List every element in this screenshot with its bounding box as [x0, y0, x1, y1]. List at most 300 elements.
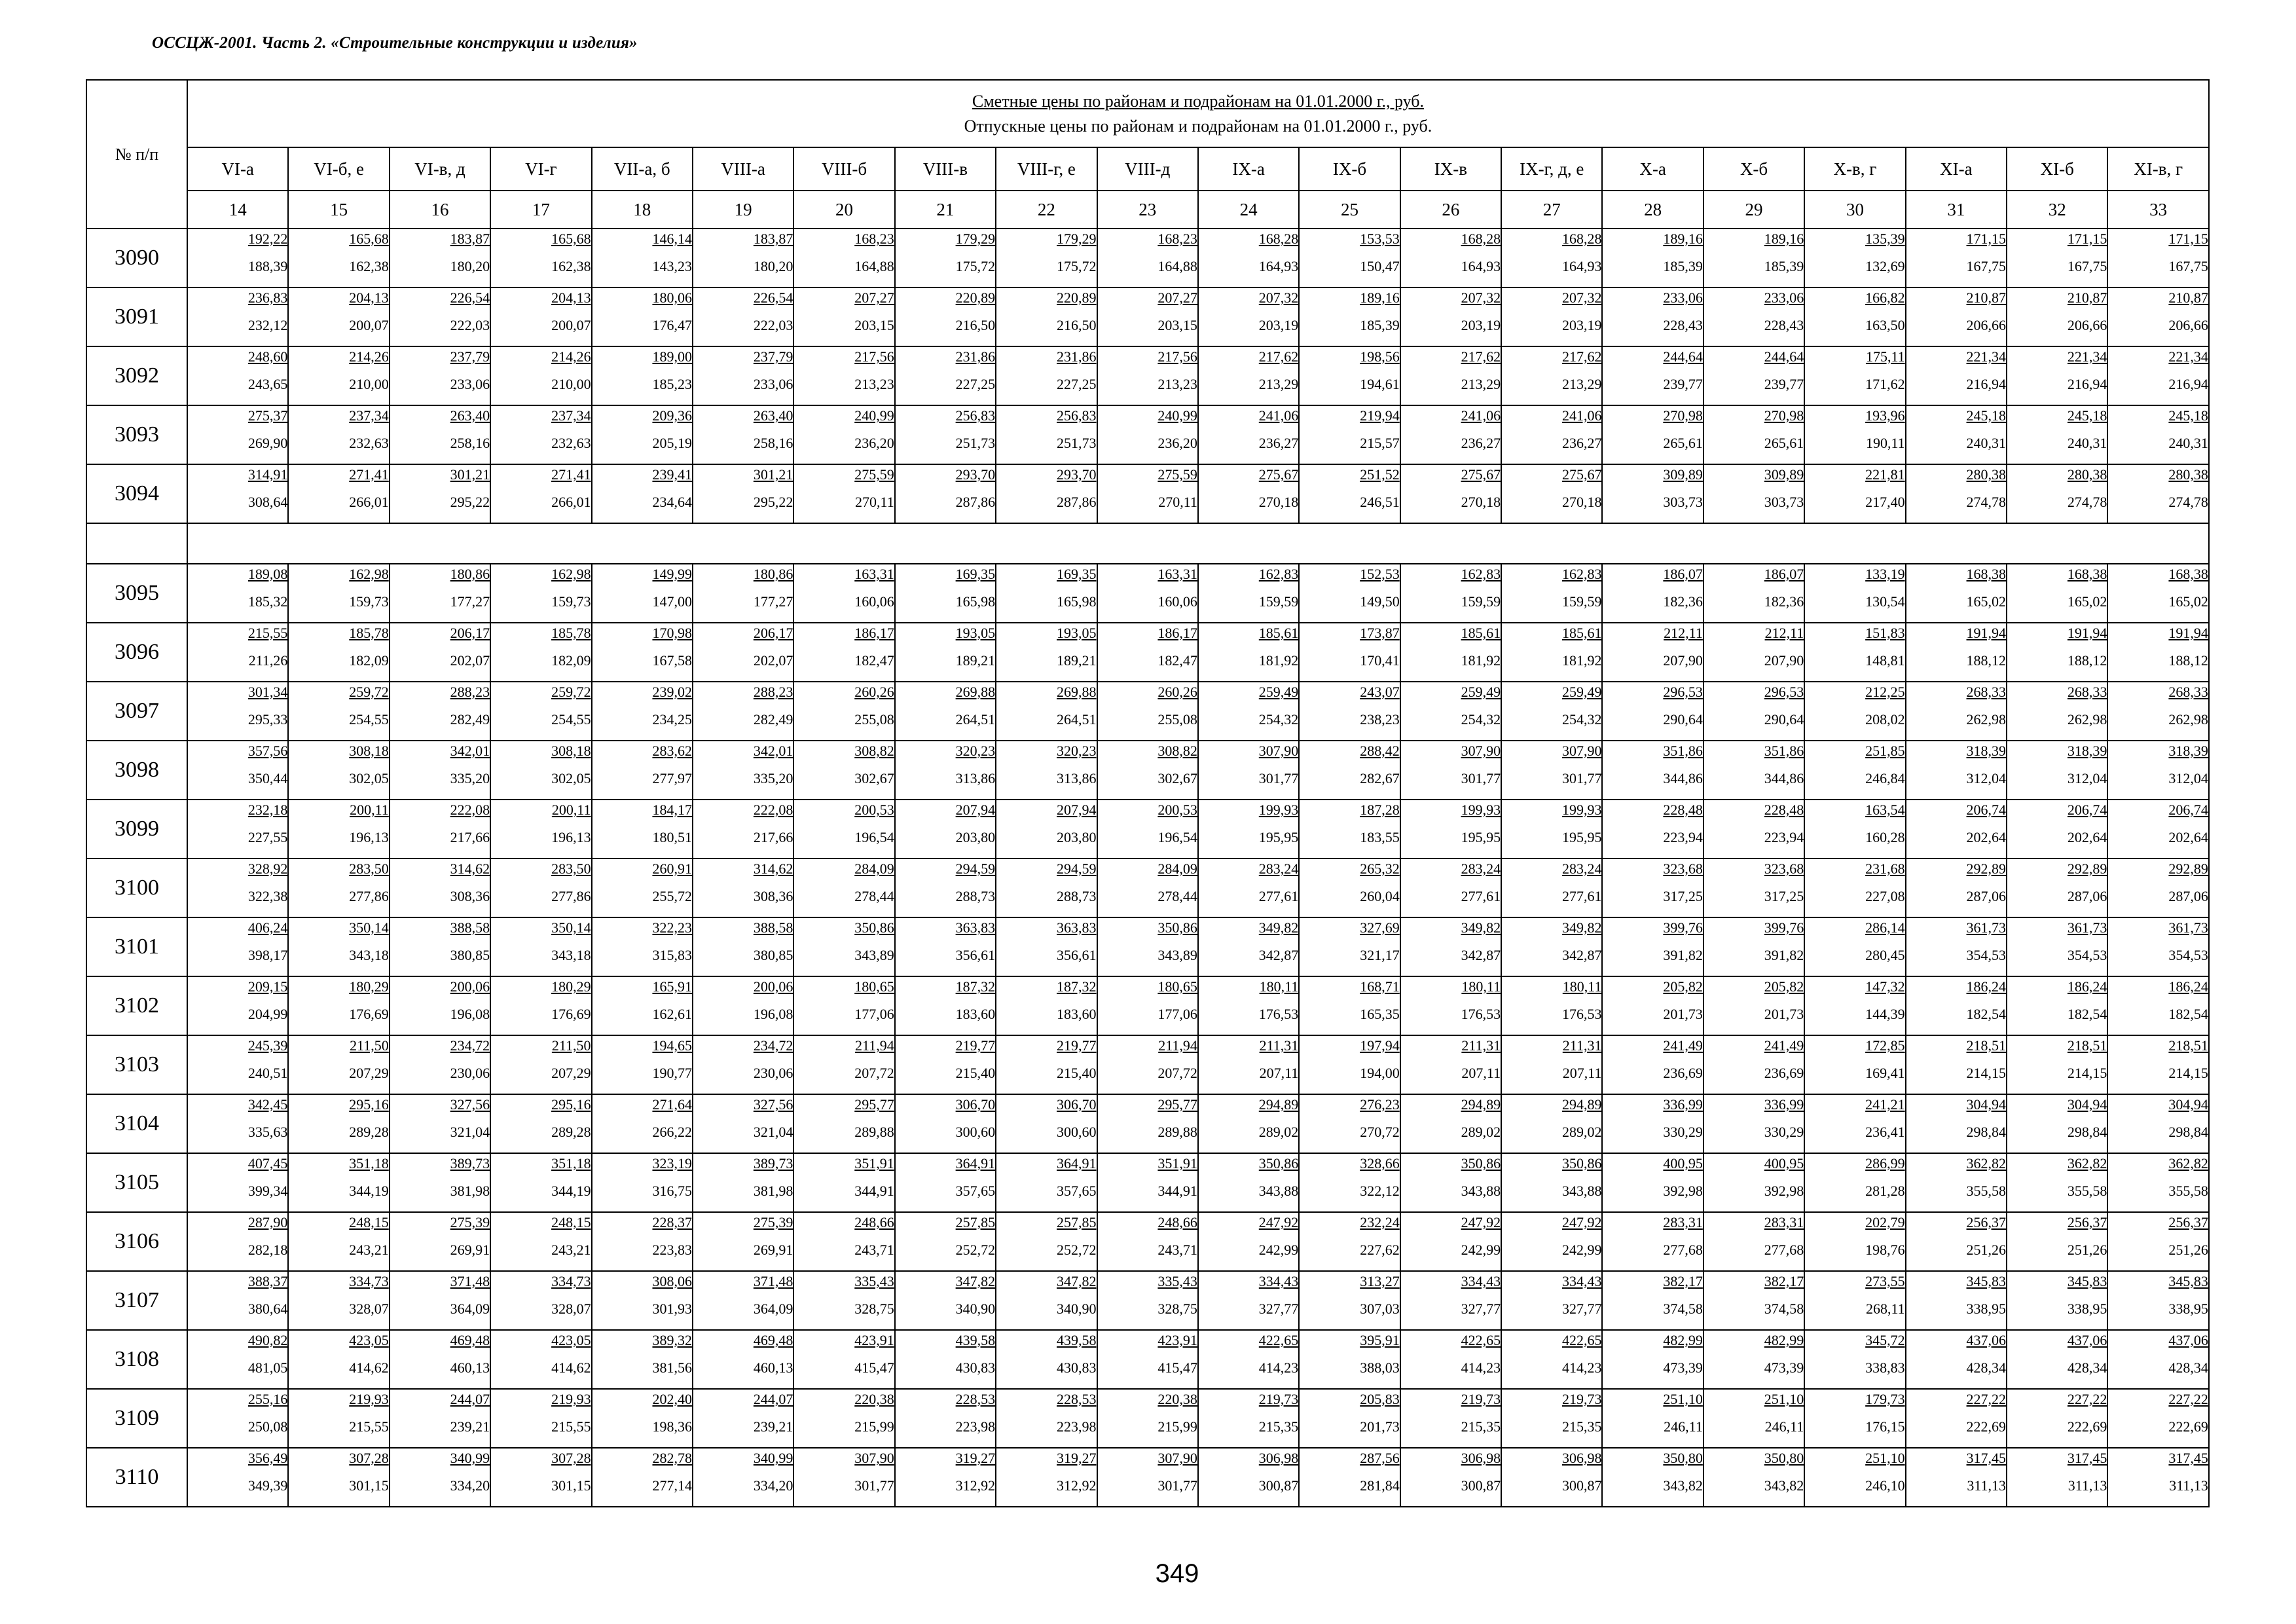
price-cell — [1198, 1330, 1299, 1389]
estimated-price: 168,28 — [1461, 231, 1501, 247]
estimated-price: 283,24 — [1461, 860, 1501, 877]
estimated-price: 406,24 — [247, 919, 288, 936]
estimated-price: 180,29 — [551, 978, 591, 995]
estimated-price: 220,38 — [1157, 1391, 1197, 1407]
price-cell — [187, 1153, 288, 1212]
release-price: 430,83 — [955, 1359, 996, 1376]
estimated-price: 218,51 — [2168, 1037, 2208, 1054]
table-row — [86, 405, 2209, 464]
price-cell — [390, 1035, 490, 1094]
region-header: VI-б, е — [288, 147, 389, 191]
estimated-price: 248,60 — [247, 348, 288, 365]
release-price: 312,92 — [1057, 1477, 1097, 1494]
estimated-price: 183,87 — [450, 231, 490, 247]
release-price: 313,86 — [1057, 770, 1097, 786]
release-price: 344,19 — [551, 1183, 591, 1199]
release-price: 322,12 — [1360, 1183, 1400, 1199]
price-cell — [1501, 1153, 1602, 1212]
price-cell — [895, 976, 996, 1035]
row-number: 3110 — [86, 1448, 187, 1507]
price-cell — [1198, 741, 1299, 800]
estimated-price: 351,18 — [551, 1155, 591, 1172]
estimated-price: 217,62 — [1561, 348, 1602, 365]
caption-estimated-prices: Сметные цены по районам и подрайонам на 01.01.2000 г., руб. — [972, 91, 1425, 111]
estimated-price: 306,70 — [955, 1096, 996, 1113]
price-cell — [1299, 405, 1400, 464]
price-cell — [1602, 1330, 1703, 1389]
region-header: VIII-д — [1097, 147, 1198, 191]
estimated-price: 217,56 — [1157, 348, 1197, 365]
release-price: 190,11 — [1865, 435, 1905, 451]
estimated-price: 288,23 — [753, 684, 793, 700]
release-price: 290,64 — [1764, 711, 1804, 728]
release-price: 262,98 — [2168, 711, 2208, 728]
estimated-price: 241,06 — [1258, 407, 1299, 424]
column-number: 28 — [1602, 191, 1703, 229]
price-cell — [490, 1330, 591, 1389]
price-cell — [1299, 1094, 1400, 1153]
release-price: 236,27 — [1561, 435, 1602, 451]
price-cell — [2107, 1035, 2209, 1094]
price-cell — [1097, 464, 1198, 523]
price-cell — [1804, 1153, 1905, 1212]
region-header: XI-а — [1906, 147, 2007, 191]
estimated-price: 231,68 — [1865, 860, 1905, 877]
table-row — [86, 917, 2209, 976]
estimated-price: 231,86 — [955, 348, 996, 365]
release-price: 288,73 — [955, 888, 996, 904]
release-price: 308,64 — [247, 494, 288, 510]
estimated-price: 293,70 — [1057, 466, 1097, 483]
estimated-price: 371,48 — [450, 1273, 490, 1289]
row-number: 3096 — [86, 623, 187, 682]
price-cell — [187, 1212, 288, 1271]
estimated-price: 200,11 — [551, 802, 591, 818]
release-price: 130,54 — [1865, 593, 1905, 610]
price-cell — [1097, 623, 1198, 682]
estimated-price: 168,23 — [854, 231, 894, 247]
release-price: 364,09 — [753, 1301, 793, 1317]
estimated-price: 271,41 — [349, 466, 389, 483]
estimated-price: 308,82 — [854, 743, 894, 759]
price-cell — [895, 346, 996, 405]
release-price: 301,77 — [854, 1477, 894, 1494]
release-price: 240,51 — [247, 1065, 288, 1081]
price-cell — [490, 1448, 591, 1507]
release-price: 270,72 — [1360, 1124, 1400, 1140]
release-price: 196,08 — [753, 1006, 793, 1022]
estimated-price: 163,31 — [854, 566, 894, 582]
estimated-price: 340,99 — [450, 1450, 490, 1466]
release-price: 194,61 — [1360, 376, 1400, 392]
table-row — [86, 1448, 2209, 1507]
price-cell — [996, 229, 1097, 287]
release-price: 236,27 — [1258, 435, 1299, 451]
estimated-price: 257,85 — [955, 1214, 996, 1230]
price-cell — [1804, 858, 1905, 917]
release-price: 289,02 — [1561, 1124, 1602, 1140]
release-price: 380,64 — [247, 1301, 288, 1317]
price-cell — [895, 1153, 996, 1212]
release-price: 211,26 — [248, 652, 288, 669]
column-number: 24 — [1198, 191, 1299, 229]
estimated-price: 168,23 — [1157, 231, 1197, 247]
release-price: 316,75 — [652, 1183, 692, 1199]
estimated-price: 301,21 — [753, 466, 793, 483]
price-cell — [1906, 858, 2007, 917]
release-price: 162,38 — [349, 258, 389, 274]
price-cell — [1704, 917, 1804, 976]
estimated-price: 207,94 — [1057, 802, 1097, 818]
price-cell — [288, 464, 389, 523]
release-price: 181,92 — [1258, 652, 1299, 669]
estimated-price: 270,98 — [1663, 407, 1703, 424]
price-cell — [288, 1271, 389, 1330]
release-price: 242,99 — [1561, 1242, 1602, 1258]
release-price: 176,53 — [1561, 1006, 1602, 1022]
estimated-price: 283,50 — [349, 860, 389, 877]
price-cell — [1400, 229, 1501, 287]
release-price: 255,72 — [652, 888, 692, 904]
table-row — [86, 682, 2209, 741]
release-price: 214,15 — [2168, 1065, 2208, 1081]
price-cell — [1602, 1094, 1703, 1153]
release-price: 334,20 — [753, 1477, 793, 1494]
estimated-price: 422,65 — [1258, 1332, 1299, 1348]
estimated-price: 240,99 — [854, 407, 894, 424]
price-cell — [793, 1035, 894, 1094]
release-price: 240,31 — [2168, 435, 2208, 451]
release-price: 258,16 — [753, 435, 793, 451]
price-cell — [2007, 564, 2107, 623]
release-price: 194,00 — [1360, 1065, 1400, 1081]
release-price: 180,51 — [652, 829, 692, 845]
price-cell — [490, 1212, 591, 1271]
price-cell — [2007, 1448, 2107, 1507]
release-price: 205,19 — [652, 435, 692, 451]
release-price: 280,45 — [1865, 947, 1905, 963]
release-price: 176,15 — [1865, 1418, 1905, 1435]
column-number: 21 — [895, 191, 996, 229]
price-cell — [1400, 464, 1501, 523]
release-price: 222,69 — [2067, 1418, 2107, 1435]
estimated-price: 217,56 — [854, 348, 894, 365]
estimated-price: 211,50 — [350, 1037, 389, 1054]
price-cell — [895, 623, 996, 682]
price-cell — [187, 682, 288, 741]
column-number: 20 — [793, 191, 894, 229]
estimated-price: 351,91 — [1157, 1155, 1197, 1172]
estimated-price: 248,15 — [349, 1214, 389, 1230]
release-price: 381,56 — [652, 1359, 692, 1376]
estimated-price: 306,70 — [1057, 1096, 1097, 1113]
release-price: 330,29 — [1764, 1124, 1804, 1140]
release-price: 264,51 — [1057, 711, 1097, 728]
estimated-price: 350,86 — [1258, 1155, 1299, 1172]
price-cell — [1400, 1271, 1501, 1330]
release-price: 391,82 — [1663, 947, 1703, 963]
price-cell — [390, 405, 490, 464]
price-cell — [490, 287, 591, 346]
price-cell — [288, 682, 389, 741]
price-cell — [693, 917, 793, 976]
release-price: 428,34 — [2067, 1359, 2107, 1376]
price-cell — [288, 976, 389, 1035]
release-price: 277,61 — [1258, 888, 1299, 904]
release-price: 185,39 — [1764, 258, 1804, 274]
estimated-price: 244,64 — [1663, 348, 1703, 365]
release-price: 398,17 — [247, 947, 288, 963]
release-price: 270,18 — [1258, 494, 1299, 510]
estimated-price: 251,10 — [1764, 1391, 1804, 1407]
estimated-price: 247,92 — [1561, 1214, 1602, 1230]
price-cell — [592, 229, 693, 287]
estimated-price: 180,06 — [652, 289, 692, 306]
release-price: 342,87 — [1561, 947, 1602, 963]
release-price: 207,90 — [1663, 652, 1703, 669]
estimated-price: 349,82 — [1258, 919, 1299, 936]
release-price: 198,36 — [652, 1418, 692, 1435]
table-body — [86, 229, 2209, 1507]
price-cell — [1198, 405, 1299, 464]
estimated-price: 180,11 — [1562, 978, 1602, 995]
estimated-price: 207,27 — [854, 289, 894, 306]
estimated-price: 395,91 — [1360, 1332, 1400, 1348]
estimated-price: 256,37 — [2168, 1214, 2208, 1230]
release-price: 308,36 — [450, 888, 490, 904]
estimated-price: 334,43 — [1561, 1273, 1602, 1289]
estimated-price: 219,94 — [1360, 407, 1400, 424]
estimated-price: 191,94 — [2067, 625, 2107, 641]
release-price: 414,62 — [349, 1359, 389, 1376]
region-header: X-а — [1602, 147, 1703, 191]
estimated-price: 239,02 — [652, 684, 692, 700]
price-cell — [1097, 1271, 1198, 1330]
price-cell — [2007, 464, 2107, 523]
price-cell — [1097, 1448, 1198, 1507]
release-price: 162,38 — [551, 258, 591, 274]
estimated-price: 199,93 — [1258, 802, 1299, 818]
price-cell — [1400, 623, 1501, 682]
price-cell — [1097, 800, 1198, 858]
price-cell — [1097, 564, 1198, 623]
price-cell — [390, 1389, 490, 1448]
estimated-price: 490,82 — [247, 1332, 288, 1348]
price-cell — [996, 1035, 1097, 1094]
release-price: 338,95 — [2168, 1301, 2208, 1317]
estimated-price: 219,73 — [1461, 1391, 1501, 1407]
release-price: 207,11 — [1562, 1065, 1602, 1081]
estimated-price: 469,48 — [753, 1332, 793, 1348]
estimated-price: 187,32 — [1057, 978, 1097, 995]
estimated-price: 170,98 — [652, 625, 692, 641]
price-cell — [1602, 623, 1703, 682]
price-cell — [1704, 800, 1804, 858]
price-cell — [288, 346, 389, 405]
estimated-price: 179,29 — [955, 231, 996, 247]
price-cell — [1400, 1153, 1501, 1212]
column-number: 15 — [288, 191, 389, 229]
price-cell — [1704, 1153, 1804, 1212]
estimated-price: 133,19 — [1865, 566, 1905, 582]
release-price: 300,87 — [1461, 1477, 1501, 1494]
price-cell — [2107, 346, 2209, 405]
price-cell — [2107, 682, 2209, 741]
release-price: 132,69 — [1865, 258, 1905, 274]
release-price: 223,98 — [955, 1418, 996, 1435]
price-cell — [390, 917, 490, 976]
estimated-price: 205,82 — [1764, 978, 1804, 995]
price-cell — [1906, 623, 2007, 682]
release-price: 302,05 — [349, 770, 389, 786]
estimated-price: 192,22 — [247, 231, 288, 247]
price-cell — [793, 464, 894, 523]
price-cell — [187, 858, 288, 917]
price-cell — [390, 229, 490, 287]
release-price: 183,55 — [1360, 829, 1400, 845]
column-number: 29 — [1704, 191, 1804, 229]
estimated-price: 294,59 — [955, 860, 996, 877]
table-row — [86, 1153, 2209, 1212]
release-price: 298,84 — [2067, 1124, 2107, 1140]
price-cell — [490, 800, 591, 858]
price-cell — [1097, 1330, 1198, 1389]
price-cell — [1804, 1271, 1905, 1330]
release-price: 204,99 — [247, 1006, 288, 1022]
price-cell — [1704, 405, 1804, 464]
release-price: 328,75 — [1157, 1301, 1197, 1317]
estimated-price: 204,13 — [551, 289, 591, 306]
release-price: 300,87 — [1561, 1477, 1602, 1494]
release-price: 274,78 — [1966, 494, 2007, 510]
estimated-price: 193,05 — [955, 625, 996, 641]
price-cell — [1097, 1035, 1198, 1094]
release-price: 196,13 — [349, 829, 389, 845]
price-cell — [2007, 976, 2107, 1035]
estimated-price: 323,19 — [652, 1155, 692, 1172]
price-cell — [1400, 858, 1501, 917]
price-cell — [895, 741, 996, 800]
estimated-price: 292,89 — [2067, 860, 2107, 877]
release-price: 159,59 — [1258, 593, 1299, 610]
row-number: 3100 — [86, 858, 187, 917]
price-cell — [996, 1389, 1097, 1448]
price-cell — [693, 346, 793, 405]
release-price: 246,11 — [1764, 1418, 1804, 1435]
estimated-price: 206,74 — [2168, 802, 2208, 818]
price-cell — [1602, 741, 1703, 800]
price-cell — [1704, 976, 1804, 1035]
estimated-price: 340,99 — [753, 1450, 793, 1466]
price-cell — [390, 682, 490, 741]
price-cell — [1804, 1212, 1905, 1271]
price-cell — [996, 1448, 1097, 1507]
price-cell — [693, 1094, 793, 1153]
release-price: 301,93 — [652, 1301, 692, 1317]
estimated-price: 296,53 — [1663, 684, 1703, 700]
column-number: 17 — [490, 191, 591, 229]
release-price: 160,28 — [1865, 829, 1905, 845]
estimated-price: 361,73 — [1966, 919, 2007, 936]
price-cell — [793, 741, 894, 800]
estimated-price: 275,59 — [1157, 466, 1197, 483]
release-price: 213,29 — [1258, 376, 1299, 392]
release-price: 315,83 — [652, 947, 692, 963]
release-price: 246,11 — [1664, 1418, 1703, 1435]
price-cell — [1906, 1448, 2007, 1507]
release-price: 269,91 — [450, 1242, 490, 1258]
release-price: 414,23 — [1561, 1359, 1602, 1376]
price-cell — [592, 564, 693, 623]
estimated-price: 288,42 — [1360, 743, 1400, 759]
release-price: 295,22 — [450, 494, 490, 510]
estimated-price: 283,24 — [1258, 860, 1299, 877]
price-cell — [1299, 564, 1400, 623]
price-cell — [390, 346, 490, 405]
release-price: 240,31 — [1966, 435, 2007, 451]
price-cell — [1906, 1389, 2007, 1448]
release-price: 189,21 — [1057, 652, 1097, 669]
price-cell — [1804, 1094, 1905, 1153]
release-price: 232,63 — [551, 435, 591, 451]
price-cell — [693, 1153, 793, 1212]
release-price: 222,69 — [2168, 1418, 2208, 1435]
estimated-price: 162,83 — [1258, 566, 1299, 582]
price-cell — [288, 229, 389, 287]
estimated-price: 259,49 — [1461, 684, 1501, 700]
estimated-price: 168,28 — [1561, 231, 1602, 247]
release-price: 170,41 — [1360, 652, 1400, 669]
price-cell — [2107, 1212, 2209, 1271]
estimated-price: 211,31 — [1562, 1037, 1602, 1054]
price-cell — [693, 229, 793, 287]
column-number: 16 — [390, 191, 490, 229]
estimated-price: 280,38 — [2168, 466, 2208, 483]
estimated-price: 219,73 — [1561, 1391, 1602, 1407]
price-cell — [2107, 1271, 2209, 1330]
price-cell — [793, 1389, 894, 1448]
estimated-price: 295,77 — [854, 1096, 894, 1113]
price-cell — [2007, 405, 2107, 464]
estimated-price: 328,66 — [1360, 1155, 1400, 1172]
release-price: 203,80 — [955, 829, 996, 845]
estimated-price: 314,62 — [450, 860, 490, 877]
estimated-price: 363,83 — [955, 919, 996, 936]
release-price: 148,81 — [1865, 652, 1905, 669]
price-cell — [390, 858, 490, 917]
price-cell — [793, 1094, 894, 1153]
estimated-price: 221,34 — [2168, 348, 2208, 365]
price-cell — [1299, 858, 1400, 917]
release-price: 159,59 — [1461, 593, 1501, 610]
release-price: 313,86 — [955, 770, 996, 786]
estimated-price: 294,89 — [1258, 1096, 1299, 1113]
release-price: 381,98 — [753, 1183, 793, 1199]
price-cell — [490, 682, 591, 741]
table-row — [86, 564, 2209, 623]
price-cell — [693, 858, 793, 917]
price-cell — [996, 917, 1097, 976]
estimated-price: 185,61 — [1561, 625, 1602, 641]
price-cell — [187, 1035, 288, 1094]
estimated-price: 162,98 — [349, 566, 389, 582]
price-cell — [2007, 1271, 2107, 1330]
estimated-price: 296,53 — [1764, 684, 1804, 700]
release-price: 356,61 — [955, 947, 996, 963]
price-cell — [693, 800, 793, 858]
price-cell — [693, 1330, 793, 1389]
estimated-price: 295,77 — [1157, 1096, 1197, 1113]
